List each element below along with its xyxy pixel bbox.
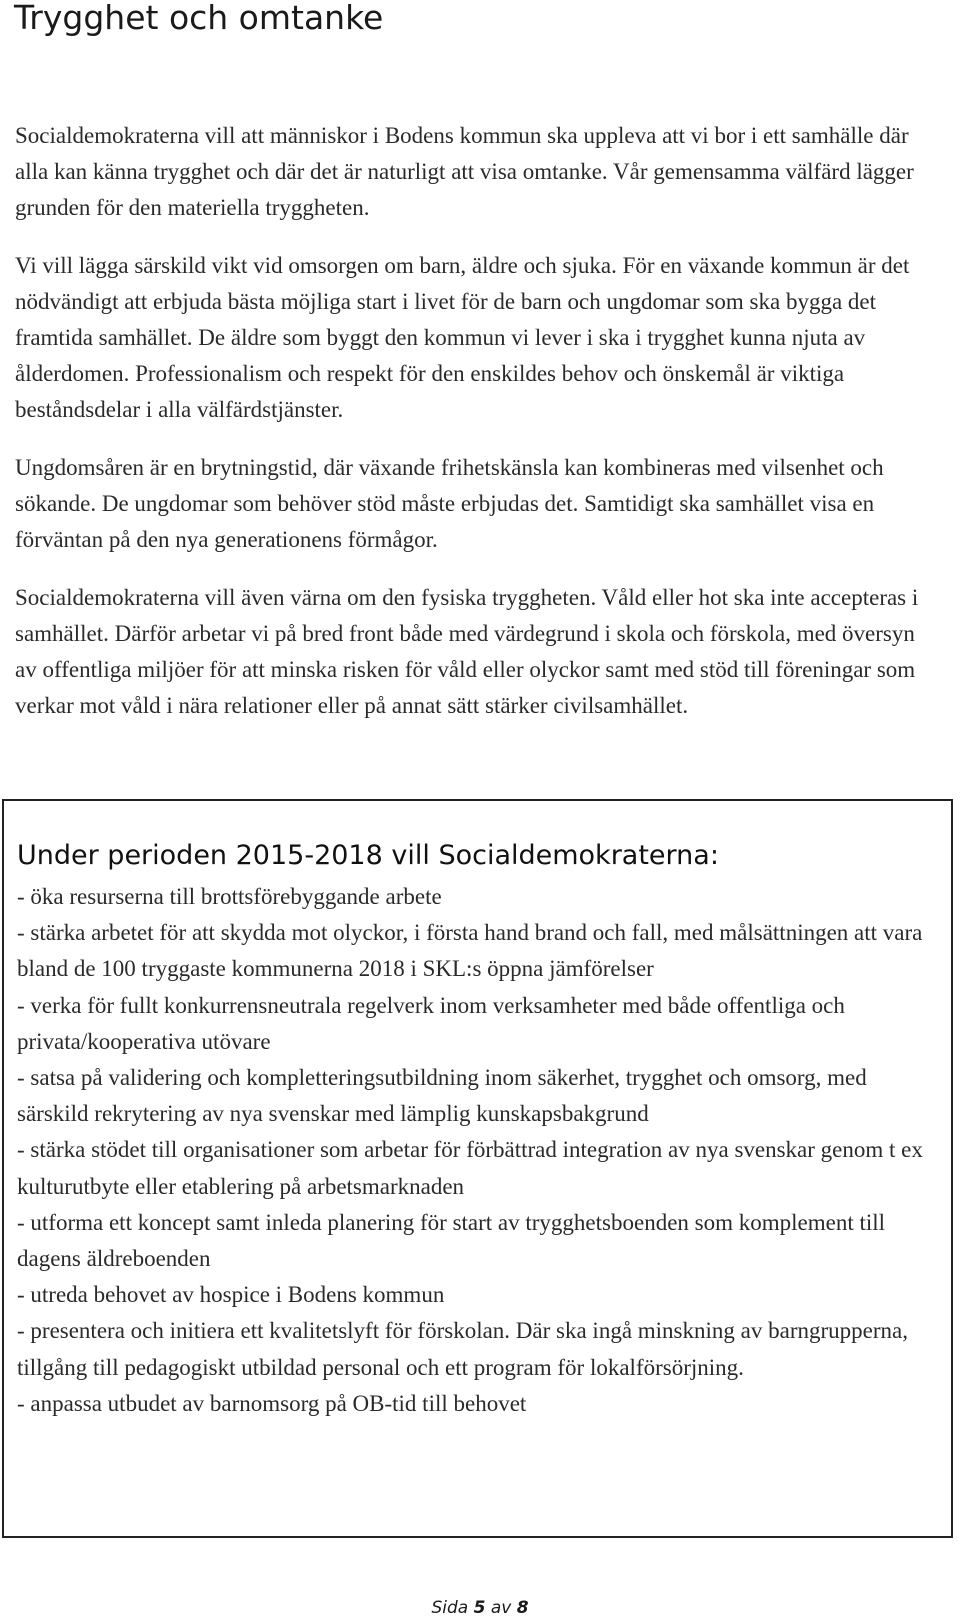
list-item: - utreda behovet av hospice i Bodens kommun [17, 1282, 445, 1308]
list-item: - satsa på validering och kompletteringsutbildning inom säkerhet, trygghet och omsorg, med särskild rekrytering av nya svenskar med lämplig kunskapsbakgrund [17, 1065, 867, 1127]
list-item: - anpassa utbudet av barnomsorg på OB-tid till behovet [17, 1390, 527, 1416]
list-item: - öka resurserna till brottsförebyggande arbete [17, 884, 442, 909]
paragraph-care: Vi vill lägga särskild vikt vid omsorgen om barn, äldre och sjuka. För en växande kommun är det nödvändigt att erbjuda bästa möjliga start i livet för de barn och ungdomar som ska bygga det framtida samhället. De äldre som byggt den kommun vi lever i ska i trygghet kunna njuta av ålderdomen. Professionalism och respekt för den enskildes behov och önskemål är viktiga beståndsdelar i alla välfärdstjänster. [15, 253, 910, 422]
page-footer [0, 1597, 960, 1619]
action-box [2, 799, 953, 1538]
paragraph-youth: Ungdomsåren är en brytningstid, där växande frihetskänsla kan kombineras med vilsenhet och sökande. De ungdomar som behöver stöd måste erbjudas det. Samtidigt ska samhället visa en förväntan på den nya generationens förmågor. [15, 455, 884, 552]
box-heading: Under perioden 2015-2018 vill Socialdemokraterna: [17, 840, 719, 871]
paragraph-intro: Socialdemokraterna vill att människor i Bodens kommun ska uppleva att vi bor i ett samhälle där alla kan känna trygghet och där det är naturligt att visa omtanke. Vår gemensamma välfärd lägger grunden för den materiella tryggheten. [15, 123, 914, 220]
paragraph-safety: Socialdemokraterna vill även värna om den fysiska tryggheten. Våld eller hot ska inte accepteras i samhället. Därför arbetar vi på bred front både med värdegrund i skola och förskola, med översyn av offentliga miljöer för att minska risken för våld eller olyckor samt med stöd till föreningar som verkar mot våld i nära relationer eller på annat sätt stärker civilsamhället. [15, 585, 919, 718]
total-page-number: 8 [516, 1598, 529, 1618]
body-text [15, 118, 935, 746]
list-item: - verka för fullt konkurrensneutrala regelverk inom verksamheter med både offentliga och privata/kooperativa utövare [17, 992, 845, 1054]
current-page-number: 5 [473, 1598, 486, 1618]
page-title: Trygghet och omtanke [14, 0, 384, 37]
list-item: - stärka stödet till organisationer som arbetar för förbättrad integration av nya svenskar genom t ex kulturutbyte eller etablering på arbetsmarknaden [17, 1137, 923, 1199]
list-item: - stärka arbetet för att skydda mot olyckor, i första hand brand och fall, med målsättningen att vara bland de 100 tryggaste kommunerna 2018 i SKL:s öppna jämförelser [17, 920, 923, 982]
footer-prefix: Sida [431, 1598, 469, 1618]
list-item: - utforma ett koncept samt inleda planering för start av trygghetsboenden som komplement till dagens äldreboenden [17, 1209, 886, 1272]
action-list [17, 879, 937, 1422]
footer-separator: av [490, 1598, 512, 1618]
list-item: - presentera och initiera ett kvalitetslyft för förskolan. Där ska ingå minskning av barngrupperna, tillgång till pedagogiskt utbildad personal och ett program för lokalförsörjning. [17, 1318, 908, 1380]
